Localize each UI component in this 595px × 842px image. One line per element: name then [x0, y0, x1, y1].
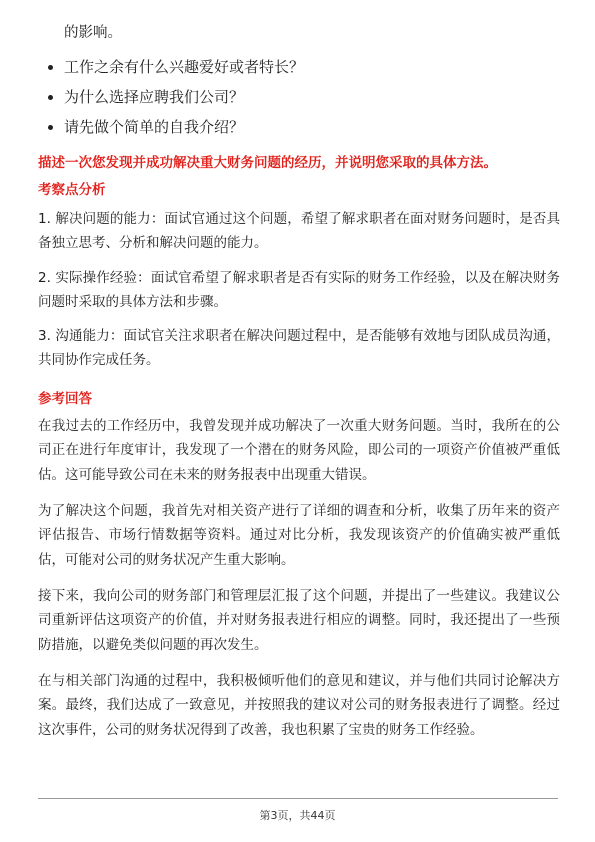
bullet-item: [48, 86, 304, 108]
interview-question: 描述一次您发现并成功解决重大财务问题的经历，并说明您采取的具体方法。: [38, 155, 497, 171]
analysis-point: 3. 沟通能力：面试官关注求职者在解决问题过程中，是否能够有效地与团队成员沟通，共同协作完成任务。: [38, 328, 560, 369]
bullet-dot-icon: [48, 125, 53, 130]
analysis-point: 1. 解决问题的能力：面试官通过这个问题，希望了解求职者在面对财务问题时，是否具备独立思考、分析和解决问题的能力。: [38, 211, 560, 252]
bullet-text: 为什么选择应聘我们公司？: [64, 88, 245, 106]
page-number: 第3页，共44页: [259, 809, 336, 822]
answer-paragraph: 接下来，我向公司的财务部门和管理层汇报了这个问题，并提出了一些建议。我建议公司重新评估这项资产的价值，并对财务报表进行相应的调整。同时，我还提出了一些预防措施，以避免类似问题的再次发生。: [38, 588, 560, 653]
analysis-point: 2. 实际操作经验：面试官希望了解求职者是否有实际的财务工作经验，以及在解决财务问题时采取的具体方法和步骤。: [38, 270, 560, 311]
bullet-item: [48, 116, 304, 138]
analysis-heading: 考察点分析: [38, 182, 106, 198]
answer-paragraph: 在我过去的工作经历中，我曾发现并成功解决了一次重大财务问题。当时，我所在的公司正在进行年度审计，我发现了一个潜在的财务风险，即公司的一项资产价值被严重低估。这可能导致公司在未来的财务报表中出现重大错误。: [38, 418, 560, 483]
bullet-dot-icon: [48, 95, 53, 100]
bullet-text: 请先做个简单的自我介绍？: [64, 118, 245, 136]
question-bullet-list: [48, 56, 304, 146]
bullet-item: [48, 56, 304, 78]
bullet-dot-icon: [48, 65, 53, 70]
answer-paragraph: 在与相关部门沟通的过程中，我积极倾听他们的意见和建议，并与他们共同讨论解决方案。最终，我们达成了一致意见，并按照我的建议对公司的财务报表进行了调整。经过这次事件，公司的财务状况得到了改善，我也积累了宝贵的财务工作经验。: [38, 673, 560, 738]
continuation-text: 的影响。: [64, 25, 122, 41]
footer-divider: [38, 798, 558, 799]
bullet-text: 工作之余有什么兴趣爱好或者特长？: [64, 58, 305, 76]
answer-heading: 参考回答: [38, 391, 92, 407]
answer-paragraph: 为了解决这个问题，我首先对相关资产进行了详细的调查和分析，收集了历年来的资产评估报告、市场行情数据等资料。通过对比分析，我发现该资产的价值确实被严重低估，可能对公司的财务状况产生重大影响。: [38, 503, 560, 568]
